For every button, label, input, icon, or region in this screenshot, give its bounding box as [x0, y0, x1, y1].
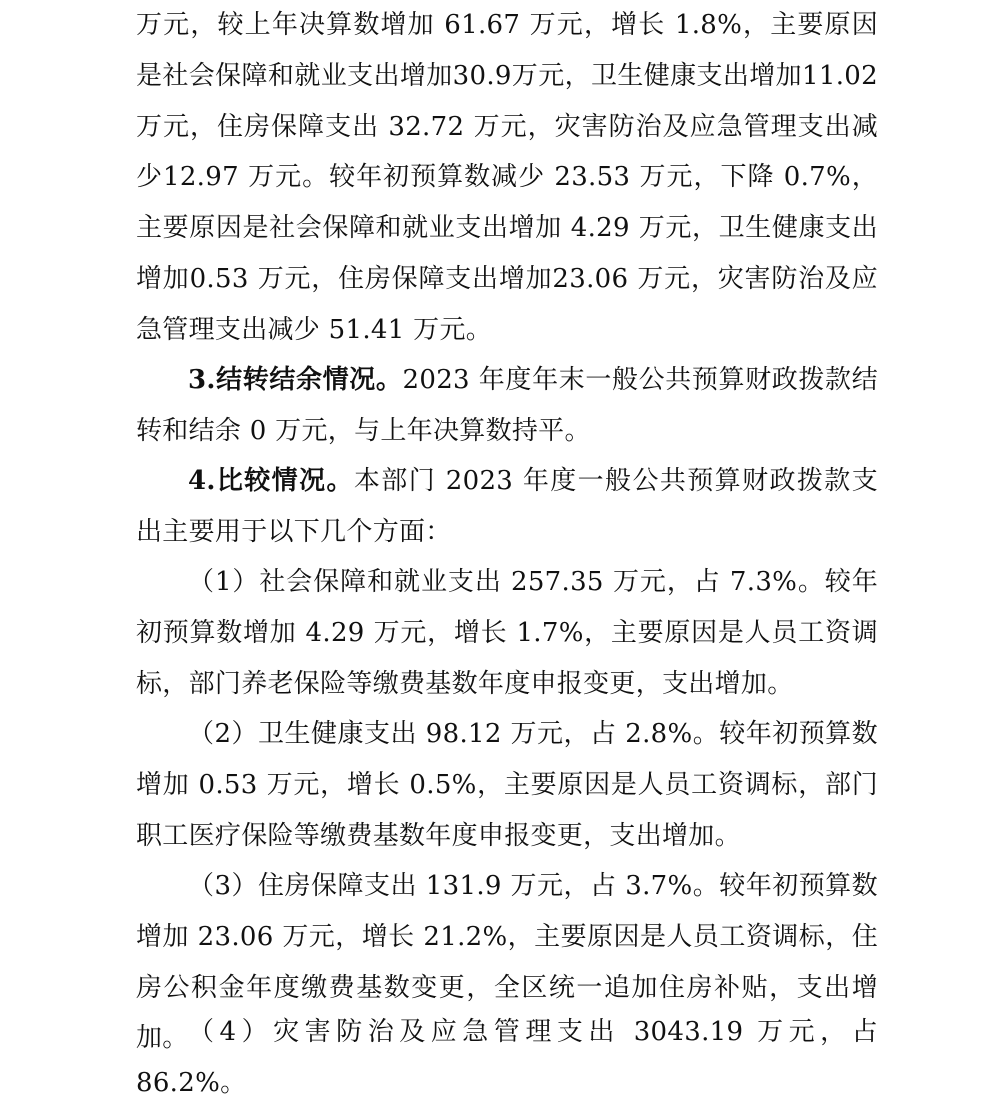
paragraph-heading: 3.结转结余情况。 — [188, 365, 403, 395]
paragraph-continuation — [136, 0, 878, 356]
paragraph-text: 万元，较上年决算数增加 61.67 万元，增长 1.8%，主要原因是社会保障和就业支出增加30.9万元，卫生健康支出增加11.02万元，住房保障支出 32.72 万元，灾害防治及应急管理支出减少12.97 万元。较年初预算数减少 23.53 万元，下降 0.7%，主要原因是社会保障和就业支出增加 4.29 万元，卫生健康支出增加0.53 万元，住房保障支出增加23.06 万元，灾害防治及应急管理支出减少 51.41 万元。 — [136, 10, 878, 345]
paragraph-text: （4）灾害防治及应急管理支出 3043.19 万元，占 86.2%。 — [136, 1017, 878, 1098]
paragraph-text: （1）社会保障和就业支出 257.35 万元，占 7.3%。较年初预算数增加 4.29 万元，增长 1.7%，主要原因是人员工资调标，部门养老保险等缴费基数年度申报变更，支出增加。 — [136, 567, 878, 699]
paragraph-carryover — [136, 355, 878, 457]
list-item-social-security — [136, 557, 878, 709]
paragraph-text: （2）卫生健康支出 98.12 万元，占 2.8%。较年初预算数增加 0.53 万元，增长 0.5%，主要原因是人员工资调标，部门职工医疗保险等缴费基数年度申报变更，支出增加。 — [136, 719, 878, 851]
paragraph-text: （3）住房保障支出 131.9 万元，占 3.7%。较年初预算数增加 23.06 万元，增长 21.2%，主要原因是人员工资调标，住房公积金年度缴费基数变更，全区统一追加住房补贴，支出增加。 — [136, 871, 878, 1054]
paragraph-heading: 4.比较情况。 — [188, 466, 354, 496]
list-item-health — [136, 709, 878, 861]
list-item-disaster — [136, 1007, 878, 1109]
paragraph-text: 本部门 2023 年度一般公共预算财政拨款支出主要用于以下几个方面： — [136, 466, 878, 547]
paragraph-comparison — [136, 456, 878, 558]
paragraph-text: 2023 年度年末一般公共预算财政拨款结转和结余 0 万元，与上年决算数持平。 — [136, 365, 878, 446]
